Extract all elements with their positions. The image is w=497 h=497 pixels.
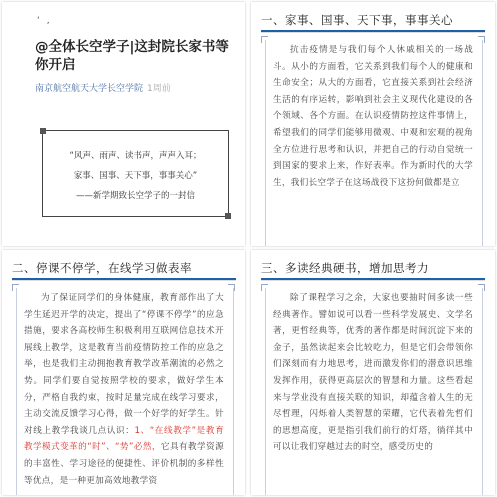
section-one-heading xyxy=(261,12,485,28)
section-one-body: 抗击疫情是与我们每个人休戚相关的一场战斗。从小的方面看，它关系到我们每个人的健康和生命安全；从大的方面看，它直接关系到社会经济生活的有序运转，影响到社会主义现代化建设的各个领域、各个方面。在认识疫情防控这件事情上，希望我们的同学们能够用微观、中观和宏观的视角全方位进行思考和认识，并把自己的行动自觉统一到国家的要求上来，作好表率。作为新时代的大学生，我们长空学子在这场战役下这扮何做都是立 xyxy=(273,45,473,188)
section-one-heading-text: 一、家事、国事、天下事，事事关心 xyxy=(261,13,453,27)
frame-corner-icon xyxy=(261,284,268,291)
section-three-heading xyxy=(261,260,485,276)
section-two-highlight: 1、“在线教学”是教育教学模式变革的“时”、“势”必然， xyxy=(24,425,224,453)
quote-corner-br xyxy=(225,213,231,219)
section-underline xyxy=(261,278,485,280)
quote-box xyxy=(42,130,229,217)
top-mark: ‘ , xyxy=(37,16,52,26)
quote-line-3: ——新学期致长空学子的一封信 xyxy=(75,191,195,201)
frame-corner-icon xyxy=(261,36,268,43)
section-two-body xyxy=(24,290,224,489)
article-header-panel xyxy=(2,2,245,246)
section-one-panel xyxy=(251,2,495,246)
frame-corner-icon xyxy=(228,284,235,291)
frame-corner-icon xyxy=(478,284,485,291)
section-two-heading xyxy=(12,260,236,276)
section-three-body: 除了课程学习之余，大家也要抽时间多读一些经典著作。譬如说可以看一些科学发展史、文学名著，更哲经典等，优秀的著作都是时间沉淀下来的金子，虽然读起来会比较吃力，但是它们会带领你们深刻而有力地思考，进而激发你们的潜意识思维发挥作用，获得更高层次的智慧和力量。这些看起来与学业没有直接关联的知识，却蕴含着人生的无尽哲理，闪烁着人类智慧的荣耀，它代表着先哲们的思想高度，更是指引我们前行的灯塔，徜徉其中可以让我们穿越过去的时空，感受历史的 xyxy=(273,293,473,453)
frame-corner-icon xyxy=(478,36,485,43)
section-two-text-b: 它具有教学资源的丰富性、学习途径的便捷性、评价机制的多样性等优点，是一种更加高效地教学资 xyxy=(24,442,224,486)
quote-line-1: “风声、雨声、读书声，声声入耳； xyxy=(69,151,202,161)
section-two-text-a: 为了保证同学们的身体健康，教育部作出了大学生延迟开学的决定，提出了“停课不停学”的应急措施，要求各高校师生积极利用互联网信息技术开展线上教学，这是教育当前疫情防控工作的应急之举，也是我们主动拥抱教育教学改革潮流的必然之势。同学们要自觉按照学校的要求，做好学生本分，严格自我约束，按时足量完成在线学习要求，主动交流反馈学习心得，做一个好学的好学生。针对线上教学我谈几点认识： xyxy=(24,293,224,436)
frame-corner-icon xyxy=(12,284,19,291)
section-two-panel xyxy=(2,250,245,495)
article-meta xyxy=(35,81,171,94)
section-three-panel xyxy=(251,250,495,495)
author-link[interactable]: 南京航空航天大学长空学院 xyxy=(35,84,144,94)
section-underline xyxy=(261,30,485,32)
section-underline xyxy=(12,278,236,280)
section-three-heading-text: 三、多读经典硬书，增加思考力 xyxy=(261,261,429,275)
post-time: 1周前 xyxy=(147,84,171,94)
quote-line-2: 家事、国事、天下事，事事关心” xyxy=(73,171,198,181)
section-two-heading-text: 二、停课不停学，在线学习做表率 xyxy=(12,261,192,275)
quote-corner-tl xyxy=(40,128,46,134)
article-title[interactable]: @全体长空学子|这封院长家书等你开启 xyxy=(35,39,229,73)
